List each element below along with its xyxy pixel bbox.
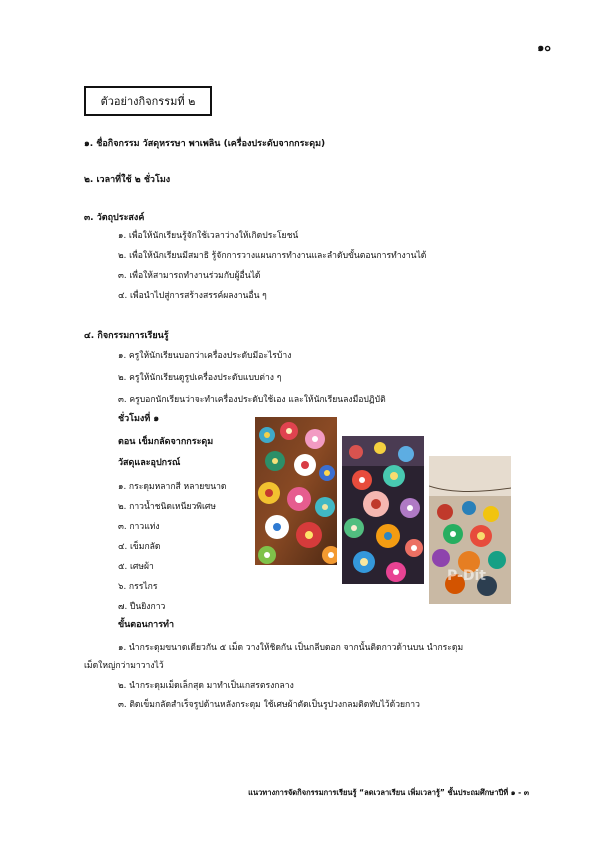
episode-label: ตอน เข็มกลัดจากกระดุม	[118, 437, 214, 447]
step-item: ๒. นำกระดุมเม็ดเล็กสุด มาทำเป็นเกสรตรงกลาง	[118, 681, 294, 691]
step-item: ๑. นำกระดุมขนาดเดียวกัน ๕ เม็ด วางให้ชิดกัน เป็นกลีบดอก จากนั้นติดกาวด้านบน นำกระดุม	[118, 643, 464, 653]
material-item: ๒. กาวน้ำชนิดเหนียวพิเศษ	[118, 502, 217, 512]
section-3-heading: ๓. วัตถุประสงค์	[84, 213, 145, 223]
learning-activity-item: ๓. ครูบอกนักเรียนว่าจะทำเครื่องประดับใช้เอง และให้นักเรียนลงมือปฏิบัติ	[118, 395, 386, 405]
material-item: ๕. เศษผ้า	[118, 562, 154, 572]
activity-title: ตัวอย่างกิจกรรมที่ ๒	[100, 95, 196, 108]
material-item: ๔. เข็มกลัด	[118, 542, 161, 552]
section-2-time: ๒. เวลาที่ใช้ ๒ ชั่วโมง	[84, 175, 171, 185]
page-number: ๑๐	[537, 41, 551, 54]
button-flowers-photo-3	[429, 456, 511, 604]
button-flowers-photo-1	[255, 417, 337, 565]
step-item-continued: เม็ดใหญ่กว่ามาวางไว้	[84, 661, 164, 671]
material-item: ๗. ปืนยิงกาว	[118, 602, 166, 612]
objective-item: ๓. เพื่อให้สามารถทำงานร่วมกับผู้อื่นได้	[118, 271, 261, 281]
material-item: ๓. กาวแท่ง	[118, 522, 160, 532]
materials-label: วัสดุและอุปกรณ์	[118, 458, 181, 468]
watermark: P-Dit	[447, 568, 486, 584]
section-1-activity-name: ๑. ชื่อกิจกรรม วัสดุหรรษา พาเพลิน (เครื่องประดับจากกระดุม)	[84, 139, 326, 149]
step-item: ๓. ติดเข็มกลัดสำเร็จรูปด้านหลังกระดุม ใช้เศษผ้าตัดเป็นรูปวงกลมติดทับไว้ด้วยกาว	[118, 700, 420, 710]
material-item: ๑. กระดุมหลากสี หลายขนาด	[118, 482, 227, 492]
objective-item: ๒. เพื่อให้นักเรียนมีสมาธิ รู้จักการวางแผนการทำงานและลำดับขั้นตอนการทำงานได้	[118, 251, 427, 261]
learning-activity-item: ๑. ครูให้นักเรียนบอกว่าเครื่องประดับมีอะไรบ้าง	[118, 351, 292, 361]
section-4-heading: ๔. กิจกรรมการเรียนรู้	[84, 331, 169, 341]
page-footer: แนวทางการจัดกิจกรรมการเรียนรู้ “ลดเวลาเรียน เพิ่มเวลารู้” ชั้นประถมศึกษาปีที่ ๑ - ๓	[248, 788, 529, 797]
objective-item: ๔. เพื่อนำไปสู่การสร้างสรรค์ผลงานอื่น ๆ	[118, 291, 267, 301]
material-item: ๖. กรรไกร	[118, 582, 158, 592]
steps-label: ขั้นตอนการทำ	[118, 620, 175, 630]
activity-title-box	[84, 86, 212, 116]
hour-label: ชั่วโมงที่ ๑	[118, 414, 160, 424]
button-flowers-photo-2	[342, 436, 424, 584]
learning-activity-item: ๒. ครูให้นักเรียนดูรูปเครื่องประดับแบบต่าง ๆ	[118, 373, 282, 383]
objective-item: ๑. เพื่อให้นักเรียนรู้จักใช้เวลาว่างให้เกิดประโยชน์	[118, 231, 299, 241]
